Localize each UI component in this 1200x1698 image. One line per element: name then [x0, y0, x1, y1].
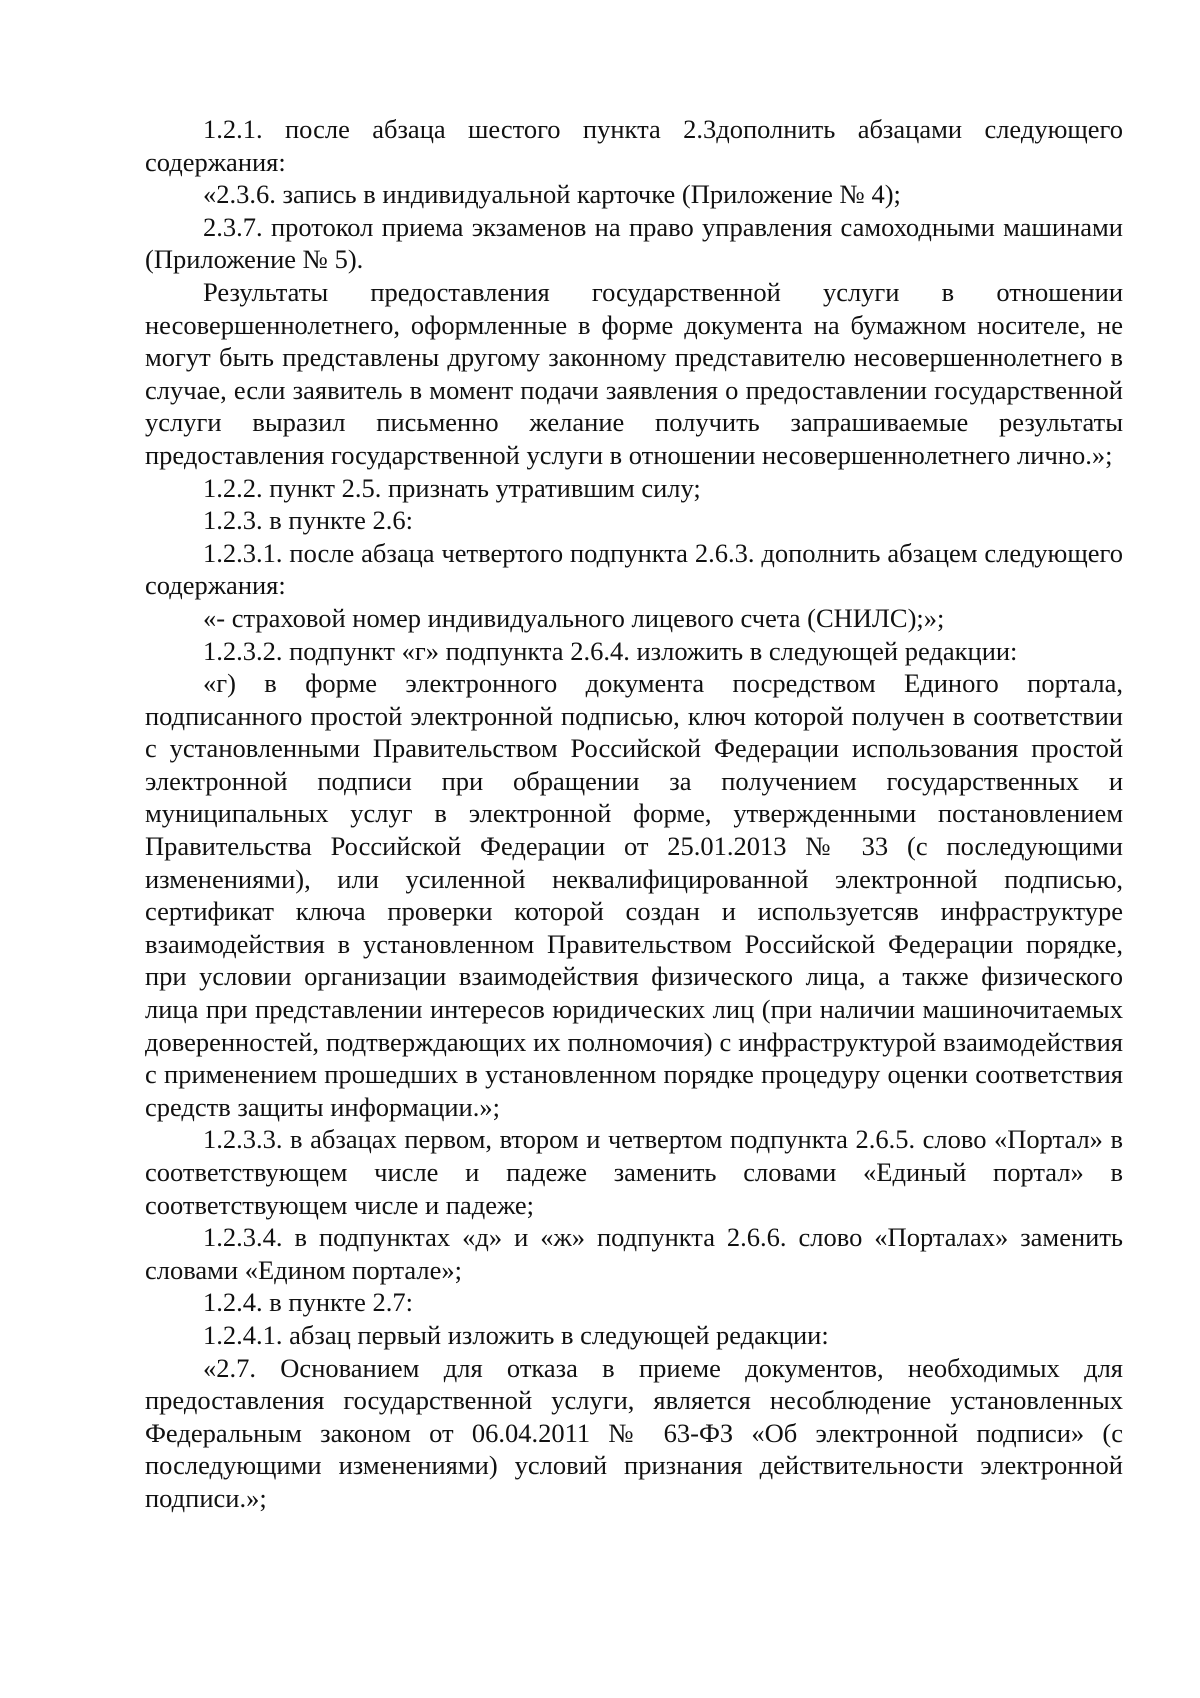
paragraph-1-2-4-1: 1.2.4.1. абзац первый изложить в следующей редакции: [203, 1319, 829, 1350]
paragraph-results: Результаты предоставления государственной услуги в отношении несовершеннолетнего, оформленные в форме документа на бумажном носителе, не могут быть представлены другому законному представителю несовершеннолетнего в случае, если заявитель в момент подачи заявления о предоставлении государственной услуги выразил письменно желание получить запрашиваемые результаты предоставления государственной услуги в отношении несовершеннолетнего лично.»; [145, 276, 1123, 470]
document-body [145, 113, 1123, 1515]
paragraph-1-2-3-3: 1.2.3.3. в абзацах первом, втором и четвертом подпункта 2.6.5. слово «Портал» в соответствующем числе и падеже заменить словами «Единый портал» в соответствующем числе и падеже; [145, 1124, 1123, 1220]
paragraph-1-2-1: 1.2.1. после абзаца шестого пункта 2.3дополнить абзацами следующего содержания: [145, 114, 1123, 177]
paragraph-snils: «- страховой номер индивидуального лицевого счета (СНИЛС);»; [203, 602, 945, 633]
paragraph-subitem-g: «г) в форме электронного документа посредством Единого портала, подписанного простой электронной подписью, ключ которой получен в соответствии с установленными Правительством Российской Федерации использования простой электронной подписи при обращении за получением государственных и муниципальных услуг в электронной форме, утвержденными постановлением Правительства Российской Федерации от 25.01.2013 № 33 (с последующими изменениями), или усиленной неквалифицированной электронной подписью, сертификат ключа проверки которой создан и используетсяв инфраструктуре взаимодействия в установленном Правительством Российской Федерации порядке, при условии организации взаимодействия физического лица, а также физического лица при представлении интересов юридических лиц (при наличии машиночитаемых доверенностей, подтверждающих их полномочия) с инфраструктурой взаимодействия с применением прошедших в установленном порядке процедуру оценки соответствия средств защиты информации.»; [145, 668, 1123, 1122]
paragraph-1-2-3-2: 1.2.3.2. подпункт «г» подпункта 2.6.4. изложить в следующей редакции: [203, 635, 1018, 666]
paragraph-1-2-3: 1.2.3. в пункте 2.6: [203, 505, 413, 536]
paragraph-1-2-4: 1.2.4. в пункте 2.7: [203, 1287, 413, 1318]
paragraph-2-3-7: 2.3.7. протокол приема экзаменов на право управления самоходными машинами (Приложение № 5). [145, 211, 1123, 275]
paragraph-1-2-3-1: 1.2.3.1. после абзаца четвертого подпункта 2.6.3. дополнить абзацем следующего содержания: [145, 537, 1123, 601]
paragraph-2-3-6: «2.3.6. запись в индивидуальной карточке (Приложение № 4); [203, 179, 901, 210]
paragraph-1-2-3-4: 1.2.3.4. в подпунктах «д» и «ж» подпункта 2.6.6. слово «Порталах» заменить словами «Едином портале»; [145, 1222, 1123, 1285]
paragraph-1-2-2: 1.2.2. пункт 2.5. признать утратившим силу; [203, 472, 701, 503]
paragraph-2-7: «2.7. Основанием для отказа в приеме документов, необходимых для предоставления государственной услуги, является несоблюдение установленных Федеральным законом от 06.04.2011 № 63-ФЗ «Об электронной подписи» (с последующими изменениями) условий признания действительности электронной подписи.»; [145, 1352, 1123, 1513]
